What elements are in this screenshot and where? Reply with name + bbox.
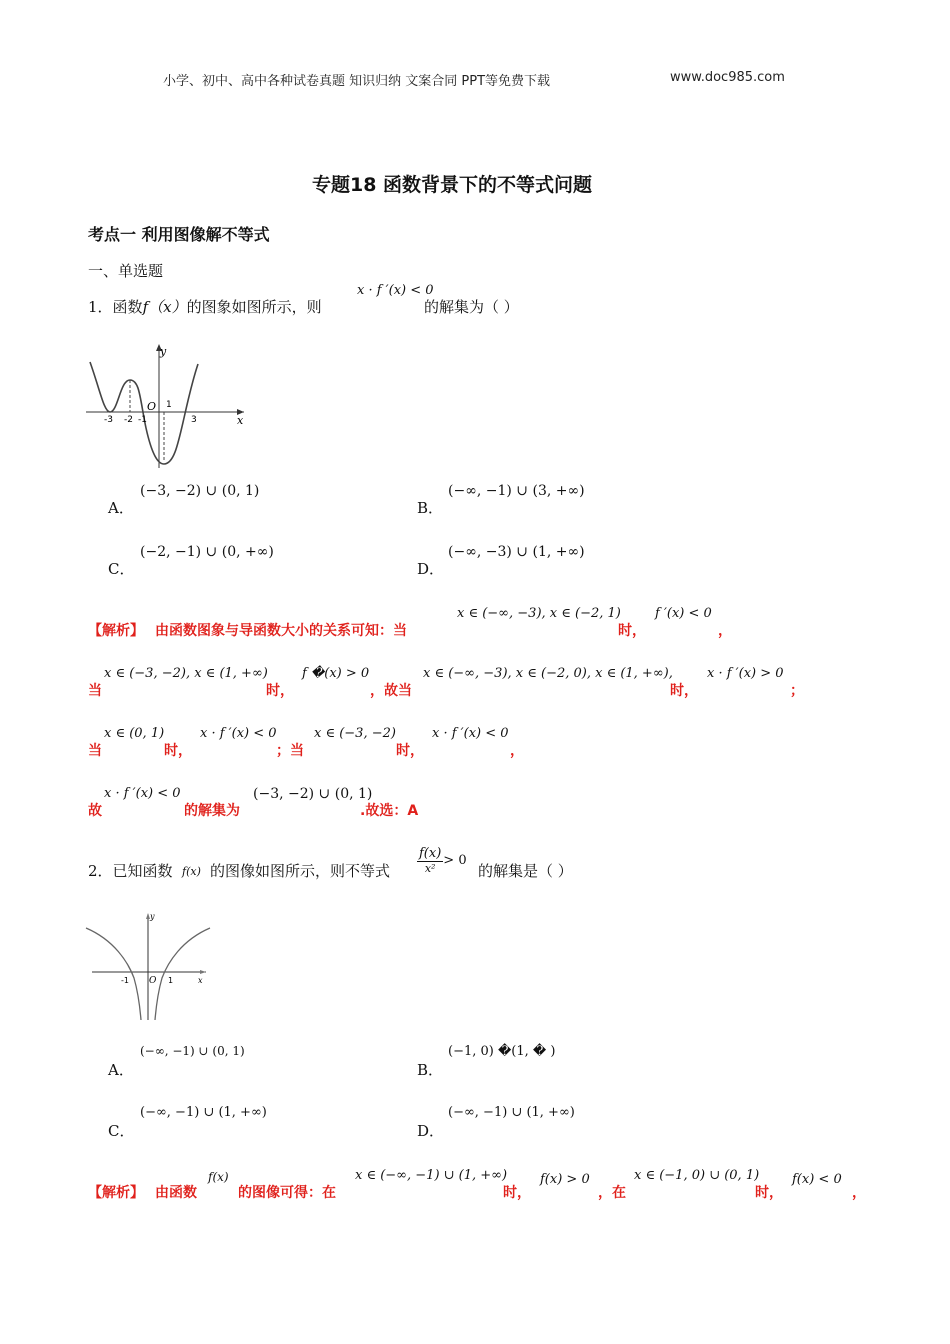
function-curve-right bbox=[155, 928, 210, 1020]
solution-math: x ∈ (−∞, −1) ∪ (1, +∞) bbox=[355, 1168, 508, 1183]
option-d-value: (−∞, −3) ∪ (1, +∞) bbox=[448, 544, 585, 560]
solution-text: ；当 bbox=[276, 743, 304, 759]
q1-inequality: x · f ′(x) < 0 bbox=[357, 283, 434, 298]
solution-math: f(x) < 0 bbox=[792, 1172, 842, 1187]
question-2-stem bbox=[88, 860, 173, 881]
section-heading: 考点一 利用图像解不等式 bbox=[88, 225, 270, 244]
solution-text: ， bbox=[510, 743, 524, 759]
solution-text: ； bbox=[790, 683, 804, 699]
origin-label: O bbox=[147, 400, 157, 413]
solution-text: 故 bbox=[88, 803, 102, 819]
option-c-value: (−∞, −1) ∪ (1, +∞) bbox=[140, 1105, 267, 1120]
tick-label: 3 bbox=[191, 415, 197, 425]
solution-math: x · f ′(x) < 0 bbox=[104, 786, 181, 801]
solution-text: 时， bbox=[266, 683, 294, 699]
solution-text: 的图像可得：在 bbox=[238, 1185, 336, 1201]
solution-text: 时， bbox=[164, 743, 192, 759]
solution-math: f(x) > 0 bbox=[540, 1172, 590, 1187]
function-curve-left bbox=[86, 928, 141, 1020]
solution-tag: 【解析】 bbox=[88, 1185, 144, 1201]
solution-math: x ∈ (0, 1) bbox=[104, 726, 165, 741]
header-url[interactable]: www.doc985.com bbox=[670, 70, 785, 85]
q2-text-end: 的解集是（ ） bbox=[478, 862, 573, 880]
x-axis-arrow-icon bbox=[200, 970, 206, 974]
solution-text: ， bbox=[852, 1185, 866, 1201]
option-c-label[interactable]: C． bbox=[108, 1122, 135, 1140]
fraction-relation: > 0 bbox=[443, 853, 467, 868]
option-c-value: (−2, −1) ∪ (0, +∞) bbox=[140, 544, 274, 560]
q1-text-end: 的解集为（ ） bbox=[424, 298, 519, 316]
option-a-value: (−∞, −1) ∪ (0, 1) bbox=[140, 1044, 245, 1058]
origin-label: O bbox=[149, 976, 157, 986]
solution-text: 时， bbox=[618, 623, 646, 639]
x-label: x bbox=[237, 414, 244, 427]
solution-math: x ∈ (−3, −2), x ∈ (1, +∞) bbox=[104, 666, 268, 681]
solution-math: f(x) bbox=[208, 1170, 229, 1184]
q2-function-graph bbox=[84, 910, 212, 1022]
solution-text: ， bbox=[718, 623, 732, 639]
solution-text: 由函数 bbox=[155, 1185, 197, 1201]
solution-math: x ∈ (−∞, −3), x ∈ (−2, 0), x ∈ (1, +∞), bbox=[423, 666, 673, 681]
tick-label: -1 bbox=[138, 415, 147, 425]
option-b-label[interactable]: B． bbox=[417, 1061, 444, 1079]
solution-math: f ′(x) < 0 bbox=[655, 606, 712, 621]
q2-func: f(x) bbox=[182, 865, 201, 878]
option-a-value: (−3, −2) ∪ (0, 1) bbox=[140, 483, 260, 499]
solution-text: 当 bbox=[88, 743, 102, 759]
option-d-label[interactable]: D． bbox=[417, 1122, 445, 1140]
solution-math: x · f ′(x) < 0 bbox=[200, 726, 277, 741]
solution-math: x ∈ (−∞, −3), x ∈ (−2, 1) bbox=[457, 606, 621, 621]
solution-math: f �(x) > 0 bbox=[302, 666, 370, 681]
solution-math: x · f ′(x) > 0 bbox=[707, 666, 784, 681]
option-b-value: (−1, 0) �(1, � ) bbox=[448, 1044, 556, 1059]
option-b-label[interactable]: B． bbox=[417, 499, 444, 517]
solution-text: 的解集为 bbox=[184, 803, 240, 819]
q2-text: 的图像如图所示，则不等式 bbox=[210, 862, 391, 880]
solution-math: (−3, −2) ∪ (0, 1) bbox=[253, 786, 373, 802]
tick-label: 1 bbox=[168, 976, 174, 985]
solution-text: 时， bbox=[670, 683, 698, 699]
option-d-value: (−∞, −1) ∪ (1, +∞) bbox=[448, 1105, 575, 1120]
option-a-label[interactable]: A． bbox=[108, 499, 134, 517]
solution-text: ，在 bbox=[598, 1185, 626, 1201]
option-c-label[interactable]: C． bbox=[108, 560, 135, 578]
solution-text: 当 bbox=[88, 683, 102, 699]
y-label: y bbox=[150, 912, 155, 921]
solution-math: x · f ′(x) < 0 bbox=[432, 726, 509, 741]
tick-label: -1 bbox=[121, 976, 129, 985]
function-curve bbox=[90, 362, 198, 464]
solution-answer: .故选：A bbox=[360, 803, 419, 819]
solution-text: 时， bbox=[755, 1185, 783, 1201]
q1-text: 函数 bbox=[112, 298, 143, 316]
option-b-value: (−∞, −1) ∪ (3, +∞) bbox=[448, 483, 585, 499]
x-label: x bbox=[198, 976, 203, 985]
question-number: 1． bbox=[88, 298, 113, 316]
subsection-heading: 一、单选题 bbox=[88, 262, 164, 280]
header-left: 小学、初中、高中各种试卷真题 知识归纳 文案合同 PPT等免费下载 bbox=[163, 74, 551, 89]
solution-math: x ∈ (−1, 0) ∪ (0, 1) bbox=[634, 1168, 760, 1183]
question-number: 2． bbox=[88, 862, 113, 880]
y-label: y bbox=[160, 345, 167, 358]
q1-function-graph bbox=[84, 340, 249, 470]
solution-tag: 【解析】 bbox=[88, 623, 144, 639]
q1-text: 的图象如图所示，则 bbox=[186, 298, 322, 316]
solution-text: 由函数图象与导函数大小的关系可知：当 bbox=[155, 623, 407, 639]
question-1-stem bbox=[88, 296, 322, 317]
fraction-numerator: f(x) bbox=[419, 846, 442, 861]
solution-text: ，故当 bbox=[370, 683, 412, 699]
solution-text: 时， bbox=[396, 743, 424, 759]
option-a-label[interactable]: A． bbox=[108, 1061, 134, 1079]
tick-label: -2 bbox=[124, 415, 133, 425]
tick-label: -3 bbox=[104, 415, 113, 425]
option-d-label[interactable]: D． bbox=[417, 560, 445, 578]
q2-fraction bbox=[417, 846, 467, 875]
tick-label: 1 bbox=[166, 400, 172, 410]
fraction-denominator: x² bbox=[424, 862, 436, 875]
page-title: 专题18 函数背景下的不等式问题 bbox=[312, 174, 593, 196]
q2-text: 已知函数 bbox=[112, 862, 173, 880]
q1-func: f（x） bbox=[142, 298, 187, 316]
solution-math: x ∈ (−3, −2) bbox=[314, 726, 396, 741]
solution-text: 时， bbox=[503, 1185, 531, 1201]
